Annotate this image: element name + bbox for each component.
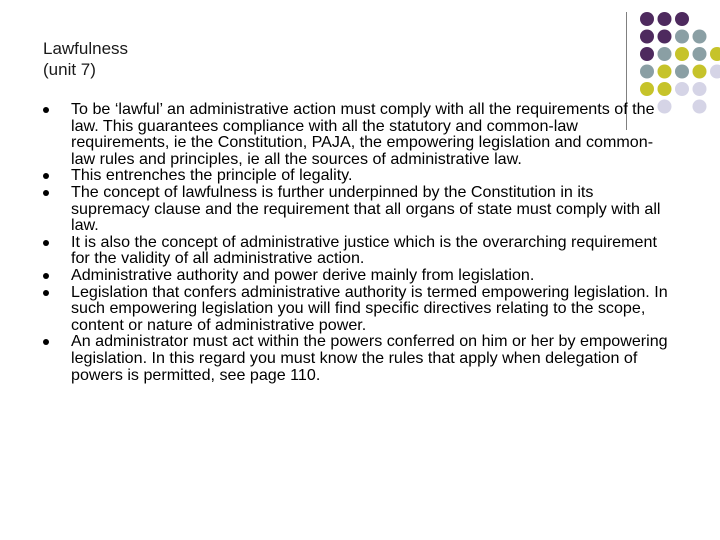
- decorative-dot: [675, 12, 689, 26]
- bullet-icon: [43, 339, 49, 345]
- list-item: [43, 167, 673, 184]
- decorative-dot: [658, 65, 672, 79]
- bullet-icon: [43, 190, 49, 196]
- decorative-dot: [710, 47, 720, 61]
- decorative-dot: [693, 82, 707, 96]
- decorative-dot: [675, 47, 689, 61]
- list-item-text: Legislation that confers administrative authority is termed empowering legislation. In such empowering legislation you will find specific directives relating to the scope, content or nature of administrative power.: [71, 282, 668, 334]
- decorative-dot: [640, 65, 654, 79]
- list-item: [43, 184, 673, 234]
- decorative-dot: [640, 12, 654, 26]
- decorative-dot: [675, 65, 689, 79]
- decorative-dot: [640, 47, 654, 61]
- list-item-text: To be ‘lawful’ an administrative action must comply with all the requirements of the law. This guarantees compliance with all the statutory and common-law requirements, ie the Constitution, PAJA, the empowering legislation and common-law rules and principles, ie all the sources of administrative law.: [71, 100, 655, 168]
- list-item: [43, 101, 673, 167]
- decorative-dot: [658, 82, 672, 96]
- list-item-text: The concept of lawfulness is further underpinned by the Constitution in its supremacy clause and the requirement that all organs of state must comply with all law.: [71, 182, 661, 235]
- decorative-dot: [640, 82, 654, 96]
- decorative-dot: [693, 30, 707, 44]
- decorative-dot: [693, 100, 707, 114]
- decorative-dot: [675, 82, 689, 96]
- list-item: [43, 234, 673, 267]
- decorative-dot: [658, 47, 672, 61]
- slide-title: [43, 38, 128, 80]
- bullet-icon: [43, 173, 49, 179]
- slide-title-line-1: Lawfulness: [43, 39, 129, 58]
- list-item: [43, 333, 673, 383]
- decorative-dot: [710, 65, 720, 79]
- decorative-dot: [693, 65, 707, 79]
- bullet-icon: [43, 107, 49, 113]
- list-item: [43, 284, 673, 334]
- bullet-icon: [43, 290, 49, 296]
- list-item-text: Administrative authority and power derive mainly from legislation.: [71, 265, 535, 284]
- bullet-icon: [43, 240, 49, 246]
- list-item-text: It is also the concept of administrative justice which is the overarching requirement for the validity of all administrative action.: [71, 232, 657, 268]
- list-item-text: An administrator must act within the powers conferred on him or her by empowering legislation. In this regard you must know the rules that apply when delegation of powers is permitted, see page 110.: [71, 332, 668, 384]
- decorative-dot: [640, 30, 654, 44]
- bullet-list: [43, 101, 673, 383]
- decorative-dot: [693, 47, 707, 61]
- bullet-icon: [43, 273, 49, 279]
- decorative-dot: [658, 12, 672, 26]
- decorative-dot: [658, 30, 672, 44]
- list-item-text: This entrenches the principle of legality.: [71, 166, 353, 185]
- slide-title-line-2: (unit 7): [43, 60, 96, 79]
- decorative-dot: [675, 30, 689, 44]
- list-item: [43, 267, 673, 284]
